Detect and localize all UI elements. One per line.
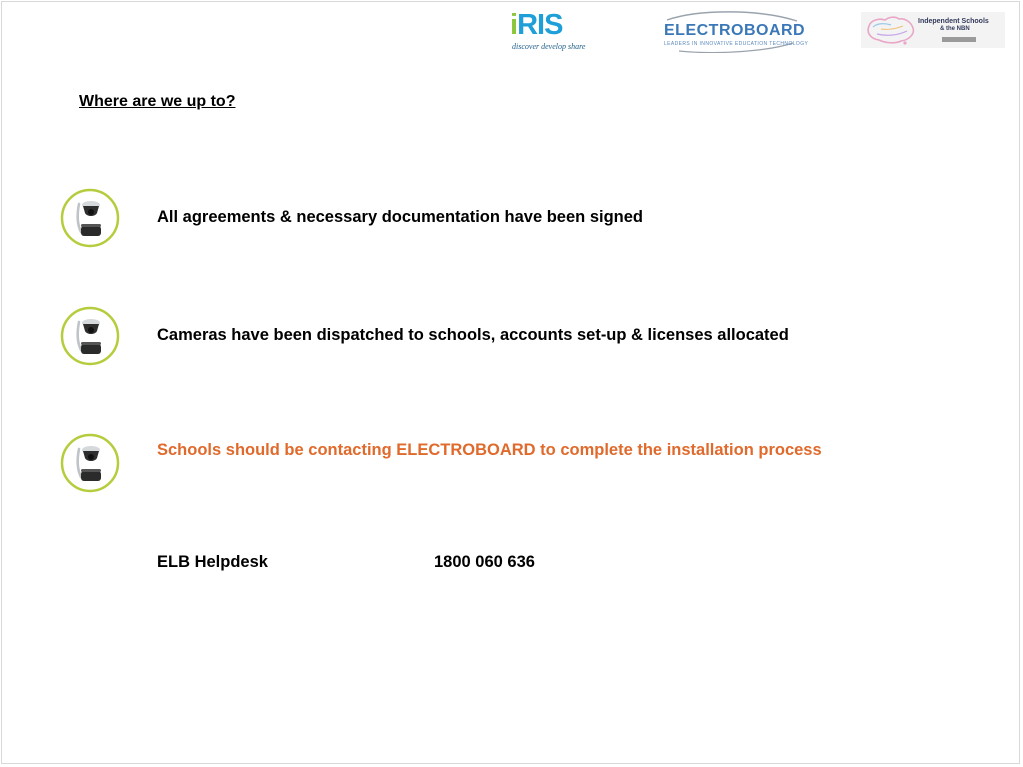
independent-schools-nbn-logo — [861, 12, 1005, 48]
page-title: Where are we up to? — [79, 93, 236, 110]
helpdesk-label: ELB Helpdesk — [157, 553, 268, 571]
camera-icon — [60, 433, 120, 493]
status-item-cameras: Cameras have been dispatched to schools, accounts set-up & licenses allocated — [157, 326, 789, 344]
electroboard-wordmark: ELECTROBOARD — [664, 22, 806, 39]
electroboard-tagline: LEADERS IN INNOVATIVE EDUCATION TECHNOLOGY — [664, 41, 809, 47]
status-item-installation: Schools should be contacting ELECTROBOARD to complete the installation process — [157, 441, 822, 459]
isnbn-title: Independent Schools — [918, 18, 989, 25]
australia-map-icon — [863, 14, 917, 46]
isnbn-subtitle: & the NBN — [940, 26, 970, 32]
isnbn-bar — [942, 37, 976, 42]
iris-logo — [508, 10, 592, 54]
iris-tagline: discover develop share — [512, 42, 586, 51]
electroboard-logo — [659, 11, 809, 53]
slide-frame — [1, 1, 1020, 764]
camera-icon — [60, 306, 120, 366]
camera-icon — [60, 188, 120, 248]
status-item-agreements: All agreements & necessary documentation have been signed — [157, 208, 643, 226]
iris-wordmark: iRIS — [510, 9, 563, 41]
helpdesk-phone: 1800 060 636 — [434, 553, 535, 571]
